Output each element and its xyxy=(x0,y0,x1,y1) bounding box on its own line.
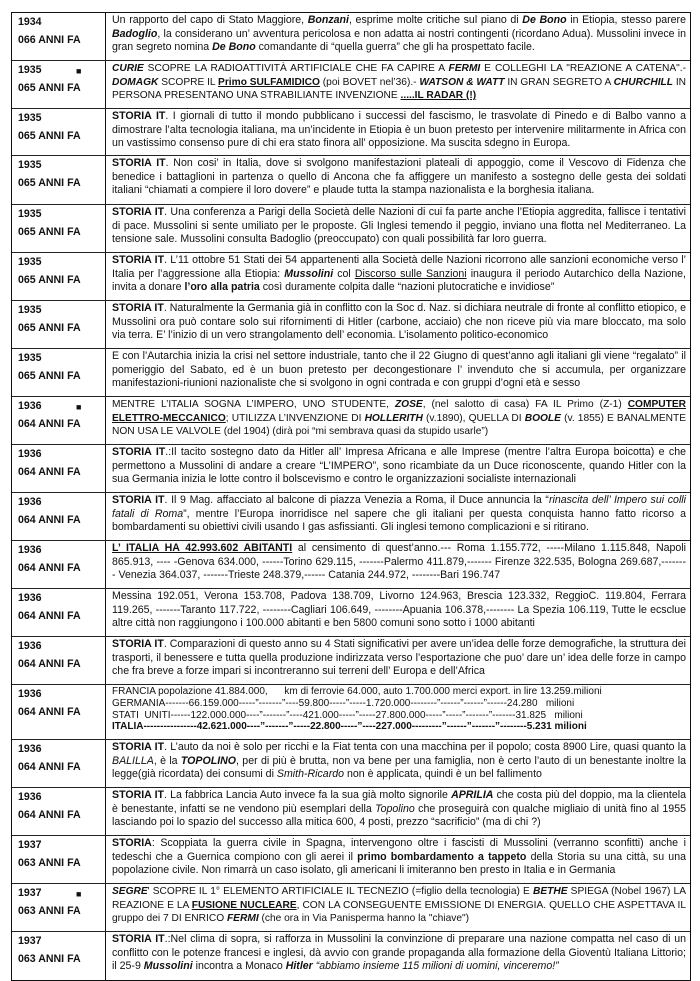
years-ago: 065 ANNI FA xyxy=(18,177,81,189)
table-row xyxy=(12,445,690,493)
year: 1935 xyxy=(18,256,42,268)
date-cell xyxy=(12,445,106,492)
entry-text: STORIA IT. L’auto da noi è solo per ricchi e la Fiat tenta con una macchina per il popolo; costa 8900 Lire, quasi quanto la BALILLA, è la TOPOLINO, per di più è brutta, non va bene per una famiglia, non è certo l’auto di un benestante inoltre la legge(già ricordata) dei consumi di Smith-Ricardo non è applicata, quindi è un bel fallimento xyxy=(112,741,686,781)
years-ago: 064 ANNI FA xyxy=(18,761,81,773)
years-ago: 063 ANNI FA xyxy=(18,905,81,917)
entry-text: SEGRE' SCOPRE IL 1° ELEMENTO ARTIFICIALE IL TECNEZIO (=figlio della tecnologia) E BETHE SPIEGA (Nobel 1967) LA REAZIONE E LA FUSIONE NUCLEARE, CON LA CONSEGUENTE EMISSIONE DI ENERGIA. QUELLO CHE ASPETTAVA IL gruppo dei 7 DI ENRICO FERMI (che ora in Via Panisperma hanno la "chiave") xyxy=(112,886,686,925)
year: 1935 xyxy=(18,159,42,171)
years-ago: 064 ANNI FA xyxy=(18,706,81,718)
square-marker-icon: ■ xyxy=(76,66,82,76)
entry-text: STORIA IT. I giornali di tutto il mondo pubblicano i successi del fascismo, le trasvolate di Pinedo e di Balbo vanno a dimostrare l’alta tecnologia italiana, ma un’incidente in Etiopia è un buon pretesto per intervenire militarmente in Africa con un vastissimo consenso pure di chi era stato finora all’ opposizione. Ma suscita sdegno in Europa. xyxy=(112,110,686,150)
year: 1935 xyxy=(18,112,42,124)
years-ago: 063 ANNI FA xyxy=(18,857,81,869)
entry-text: CURIE SCOPRE LA RADIOATTIVITÀ ARTIFICIALE CHE FA CAPIRE A FERMI E COLLEGHI LA "REAZIONE A CATENA".- DOMAGK SCOPRE IL Primo SULFAMIDICO (poi BOVET nel’36).- WATSON & WATT IN GRAN SEGRETO A CHURCHILL IN PERSONA PRESENTANO UNA STRABILIANTE INVENZIONE .....IL RADAR (!) xyxy=(112,63,687,102)
year: 1936 xyxy=(18,640,42,652)
date-cell xyxy=(12,884,106,931)
table-row xyxy=(12,205,690,253)
date-cell xyxy=(12,740,106,787)
square-marker-icon: ■ xyxy=(76,402,82,412)
entry-text: STORIA IT. Una conferenza a Parigi della Società delle Nazioni di cui fa parte anche l’Etiopia aggredita, fallisce i tentativi di pace. Mussolini si sente umiliato per le proposte. Gli Inglesi temendo il peggio, inviano una flotta nel Mediterraneo. La tensione sale. Mussolini consulta Badoglio (preoccupato) con quali possibilità far loro guerra. xyxy=(112,206,687,246)
year: 1937 xyxy=(18,935,42,947)
year: 1936 xyxy=(18,592,42,604)
entry-text: STORIA IT. L’11 ottobre 51 Stati dei 54 appartenenti alla Società delle Nazioni ricorrono alle sanzioni economiche verso l’ Italia per l’aggressione alla Etiopia: Mussolini col Discorso sulle Sanzioni inaugura il periodo Autarchico della Nazione, invita a donare l’oro alla patria così duramente colpita dalle “nazioni plutocratiche e invidiose” xyxy=(112,254,686,294)
year: 1936 xyxy=(18,791,42,803)
year: 1935 xyxy=(18,64,42,76)
chronology-table xyxy=(11,12,691,981)
entry-text: STORIA IT. Il 9 Mag. affacciato al balcone di piazza Venezia a Roma, il Duce annuncia la “rinascita dell’ Impero sui colli fatali di Roma”, mentre l’Europa inorridisce nel sapere che gli italiani per questa conquista hanno fatto ricorso a bombardamenti su obiettivi civili usando I gas asfissianti. Gli inglesi temono complicazioni e si ritirano. xyxy=(112,494,686,534)
table-row xyxy=(12,589,690,637)
table-row xyxy=(12,253,690,301)
entry-text: STORIA IT. Comparazioni di questo anno su 4 Stati significativi per avere un’idea delle forze demografiche, la struttura dei trasporti, il benessere e tutta quella produzione indirizzata verso l’esportazione che puo’ dare un’ idea delle forze in campo che fra breve a forze impari si incontreranno sui terreni dell’ Europa e dell’Africa xyxy=(112,638,686,678)
table-row xyxy=(12,301,690,349)
date-cell xyxy=(12,13,106,60)
years-ago: 066 ANNI FA xyxy=(18,34,81,46)
year: 1936 xyxy=(18,400,42,412)
table-row xyxy=(12,156,690,205)
entry-text: STORIA IT. Non cosi’ in Italia, dove si svolgono manifestazioni plateali di appoggio, come il Vescovo di Fidenza che benedice i battaglioni in partenza o quello di Ancona che fa affiggere un manifesto a sostegno delle gesta dei soldati italiani “chiamati a compiere il loro dovere” e plaude tutta la stampa nazionalista e la borghesia italiana. xyxy=(112,157,686,197)
years-ago: 065 ANNI FA xyxy=(18,226,81,238)
table-row xyxy=(12,637,690,685)
year: 1936 xyxy=(18,544,42,556)
date-cell xyxy=(12,253,106,300)
year: 1936 xyxy=(18,688,42,700)
date-cell xyxy=(12,397,106,444)
entry-text: L’ ITALIA HA 42.993.602 ABITANTI al censimento di quest’anno.--- Roma 1.155.772, -----Milano 1.115.848, Napoli 865.913, ---- -Genova 634.000, ------Torino 629.115, -------Palermo 411.879,------- Firenze 322.535, Bologna 269.687,-------- Venezia 364.037, -------Trieste 248.379,------ Catania 244.972, --------Bari 196.747 xyxy=(112,542,686,582)
table-row xyxy=(12,884,690,932)
entry-text: E con l’Autarchia inizia la crisi nel settore industriale, tanto che il 22 Giugno di quest’anno agli italiani gli viene “regalato” il pomeriggio del Sabato, ed è un buon pretesto per decongestionare l’ invenduto che si accumula, per organizzare manifestazioni-riunioni nazionaliste che si svolgono in ogni contrada e con gruppi d’ogni età e sesso xyxy=(112,350,686,390)
year: 1936 xyxy=(18,743,42,755)
years-ago: 064 ANNI FA xyxy=(18,809,81,821)
date-cell xyxy=(12,349,106,396)
comparison-line-france: FRANCIA popolazione 41.884.000, km di ferrovie 64.000, auto 1.700.000 merci export. in lire 13.259.milioni xyxy=(112,686,602,697)
entry-text: STORIA: Scoppiata la guerra civile in Spagna, intervengono oltre i fascisti di Mussolini (verranno sconfitti) anche i tedeschi che a Guernica compiono con gli aerei il primo bombardamento a tappeto della Storia su una città, su una popolazione civile. Non rimarrà un caso isolato, gli americani li imiteranno ben presto in Italia e in Germania xyxy=(112,837,686,877)
table-row xyxy=(12,836,690,884)
date-cell xyxy=(12,541,106,588)
years-ago: 064 ANNI FA xyxy=(18,466,81,478)
comparison-table xyxy=(106,685,690,739)
date-cell xyxy=(12,589,106,636)
date-cell xyxy=(12,685,106,739)
year: 1937 xyxy=(18,887,42,899)
entry-text: Messina 192.051, Verona 153.708, Padova 138.709, Livorno 124.963, Brescia 123.332, ReggioC. 119.804, Ferrara 119.265, -------Taranto 117.722, --------Cagliari 106.649, --------Apuania 106.378,-------- La Spezia 106.119, Tutte le ecsclue altre città non raggiungono i 100.000 abitanti e ben 5800 comuni sono sotto i 1000 abitanti xyxy=(112,590,686,630)
years-ago: 064 ANNI FA xyxy=(18,610,81,622)
entry-text: STORIA IT.:Il tacito sostegno dato da Hitler all’ Impresa Africana e alle Imprese (mentre l’altra Europa boicotta) e che permettono a Mussolini di andare a creare “L’IMPERO”, sono ricambiate da un Duce riconoscente, quando Hitler con la sua Germania inizia le lotte contro il bolscevismo e contro le organizzazioni socialiste internazionali xyxy=(112,446,686,486)
year: 1935 xyxy=(18,304,42,316)
table-row xyxy=(12,349,690,397)
years-ago: 063 ANNI FA xyxy=(18,953,81,965)
table-row xyxy=(12,397,690,445)
year: 1935 xyxy=(18,208,42,220)
year: 1934 xyxy=(18,16,42,28)
date-cell xyxy=(12,637,106,684)
table-row xyxy=(12,740,690,788)
table-row xyxy=(12,685,690,740)
comparison-line-italy: ITALIA----------------42.621.000----”-------”-----22.800-----”----227.000---------”------”-------”--------5.231 milioni xyxy=(112,721,587,733)
years-ago: 065 ANNI FA xyxy=(18,130,81,142)
year: 1935 xyxy=(18,352,42,364)
date-cell xyxy=(12,493,106,540)
date-cell xyxy=(12,205,106,252)
date-cell xyxy=(12,109,106,155)
date-cell xyxy=(12,836,106,883)
years-ago: 064 ANNI FA xyxy=(18,562,81,574)
years-ago: 064 ANNI FA xyxy=(18,418,81,430)
table-row xyxy=(12,61,690,109)
table-row xyxy=(12,932,690,980)
years-ago: 065 ANNI FA xyxy=(18,274,81,286)
entry-text: STORIA IT. La fabbrica Lancia Auto invece fa la sua già molto signorile APRILIA che costa più del doppio, ma la clientela è benestante, infatti se ne vendono più esemplari della Topolino che proseguirà con qualche migliaio di unità fino al 1955 lasciando poi lo spazio del successo alla mitica 600, 4 posti, prezzo “sacrificio” (ma di chi ?) xyxy=(112,789,686,829)
table-row xyxy=(12,13,690,61)
date-cell xyxy=(12,61,106,108)
year: 1937 xyxy=(18,839,42,851)
year: 1936 xyxy=(18,496,42,508)
years-ago: 065 ANNI FA xyxy=(18,82,81,94)
table-row xyxy=(12,109,690,156)
date-cell xyxy=(12,301,106,348)
years-ago: 065 ANNI FA xyxy=(18,370,81,382)
table-row xyxy=(12,788,690,836)
years-ago: 065 ANNI FA xyxy=(18,322,81,334)
table-row xyxy=(12,493,690,541)
comparison-line-germany: GERMANIA-------66.159.000-----”-------”----59.800-----”-----1.720.000--------”------”------”------24.280 milioni xyxy=(112,697,575,709)
years-ago: 064 ANNI FA xyxy=(18,658,81,670)
square-marker-icon: ■ xyxy=(76,889,82,899)
year: 1936 xyxy=(18,448,42,460)
years-ago: 064 ANNI FA xyxy=(18,514,81,526)
entry-text: MENTRE L’ITALIA SOGNA L’IMPERO, UNO STUDENTE, ZOSE, (nel salotto di casa) FA IL Primo (Z-1) COMPUTER ELETTRO-MECCANICO; UTILIZZA L’INVENZIONE DI HOLLERITH (v.1890), QUELLA DI BOOLE (v. 1855) E BANALMENTE NON USA LE VALVOLE (del 1904) (dirà poi “mi sembrava quasi da stupido usarle”) xyxy=(112,399,686,438)
date-cell xyxy=(12,156,106,204)
entry-text: STORIA IT.:Nel clima di sopra, si rafforza in Mussolini la convinzione di preparare una nazione compatta nel caso di un conflitto con le potenze francesi e inglesi, dà avvio con grande propaganda alla formazione della Gioventù Italiana Littorio; il 25-9 Mussolini incontra a Monaco Hitler “abbiamo insieme 115 milioni di uomini, vinceremo!” xyxy=(112,933,687,973)
comparison-line-usa: STATI UNITI------122.000.000----”-------”----421.000-----”-----27.800.000-----”-----”-------”-------31.825 milioni xyxy=(112,709,583,721)
entry-text: Un rapporto del capo di Stato Maggiore, Bonzani, esprime molte critiche sul piano di De Bono in Etiopia, stesso parere Badoglio, la considerano un’ avventura pericolosa e non adatta ai nostri contingenti (ricordano Adua). Mussolini invece in gran segreto nomina De Bono comandante di “quella guerra” che gli ha prospettato facile. xyxy=(112,14,686,54)
date-cell xyxy=(12,932,106,980)
table-row xyxy=(12,541,690,589)
date-cell xyxy=(12,788,106,835)
entry-text: STORIA IT. Naturalmente la Germania già in conflitto con la Soc d. Naz. si dichiara neutrale di fronte al conflitto etiopico, e Mussolini ora può contare solo sui rifornimenti di Hitler (carbone, acciaio) che non riceve più via mare bloccato, ma solo via terra. E’ l’inizio di un vero strangolamento dell’ economia. L’isolamento politico-economico xyxy=(112,302,686,342)
